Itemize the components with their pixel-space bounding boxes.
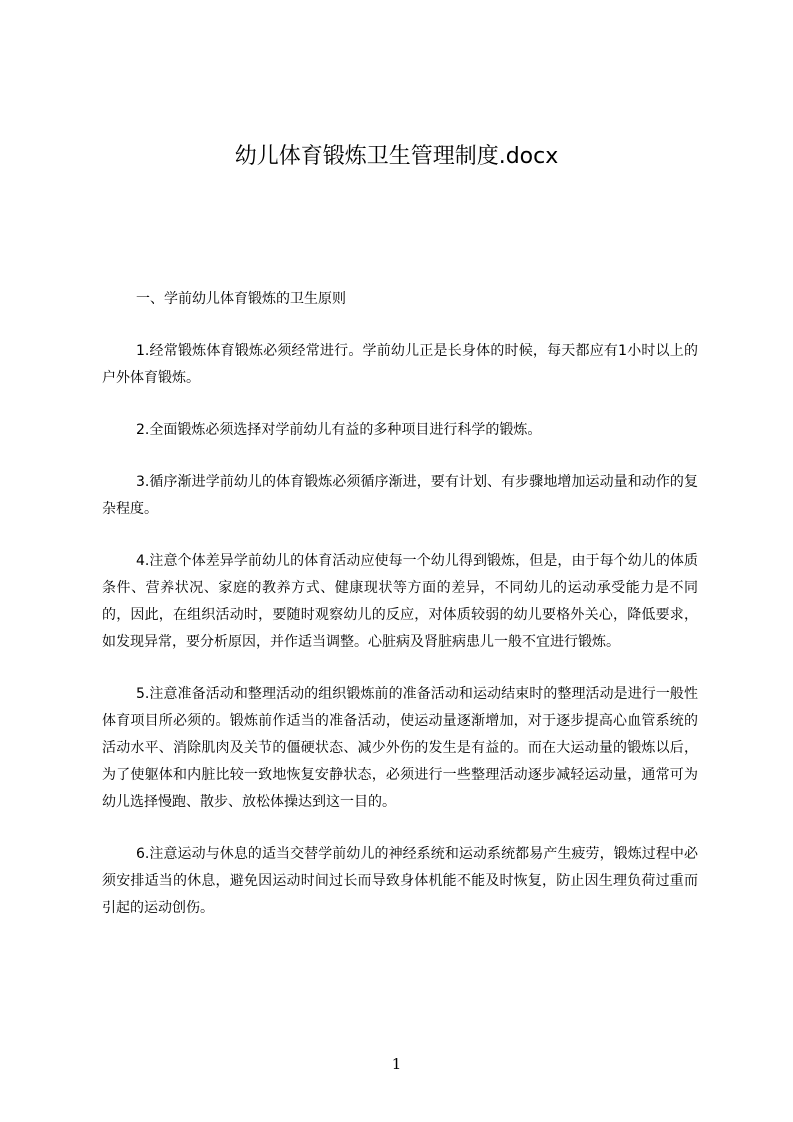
document-title: 幼儿体育锻炼卫生管理制度.docx [234,144,559,169]
section-heading: 一、学前幼儿体育锻炼的卫生原则 [136,291,346,307]
paragraph-1: 1.经常锻炼体育锻炼必须经常进行。学前幼儿正是长身体的时候，每天都应有1小时以上的户外体育锻炼。 [102,343,698,386]
paragraph-2: 2.全面锻炼必须选择对学前幼儿有益的多种项目进行科学的锻炼。 [136,422,542,438]
page-number: 1 [391,1055,402,1073]
paragraph-6: 6.注意运动与休息的适当交替学前幼儿的神经系统和运动系统都易产生疲劳，锻炼过程中必须安排适当的休息，避免因运动时间过长而导致身体机能不能及时恢复，防止因生理负荷过重而引起的运动创伤。 [102,846,698,916]
paragraph-5: 5.注意准备活动和整理活动的组织锻炼前的准备活动和运动结束时的整理活动是进行一般性体育项目所必须的。锻炼前作适当的准备活动，使运动量逐渐增加，对于逐步提高心血管系统的活动水平、消除肌肉及关节的僵硬状态、减少外伤的发生是有益的。而在大运动量的锻炼以后，为了使躯体和内脏比较一致地恢复安静状态，必须进行一些整理活动逐步减轻运动量，通常可为幼儿选择慢跑、散步、放松体操达到这一目的。 [102,686,698,810]
paragraph-3: 3.循序渐进学前幼儿的体育锻炼必须循序渐进，要有计划、有步骤地增加运动量和动作的复杂程度。 [102,474,698,517]
document-body [102,286,698,947]
paragraph-4: 4.注意个体差异学前幼儿的体育活动应使每一个幼儿得到锻炼，但是，由于每个幼儿的体质条件、营养状况、家庭的教养方式、健康现状等方面的差异，不同幼儿的运动承受能力是不同的，因此，在组织活动时，要随时观察幼儿的反应，对体质较弱的幼儿要格外关心，降低要求，如发现异常，要分析原因，并作适当调整。心脏病及肾脏病患儿一般不宜进行锻炼。 [102,553,698,650]
